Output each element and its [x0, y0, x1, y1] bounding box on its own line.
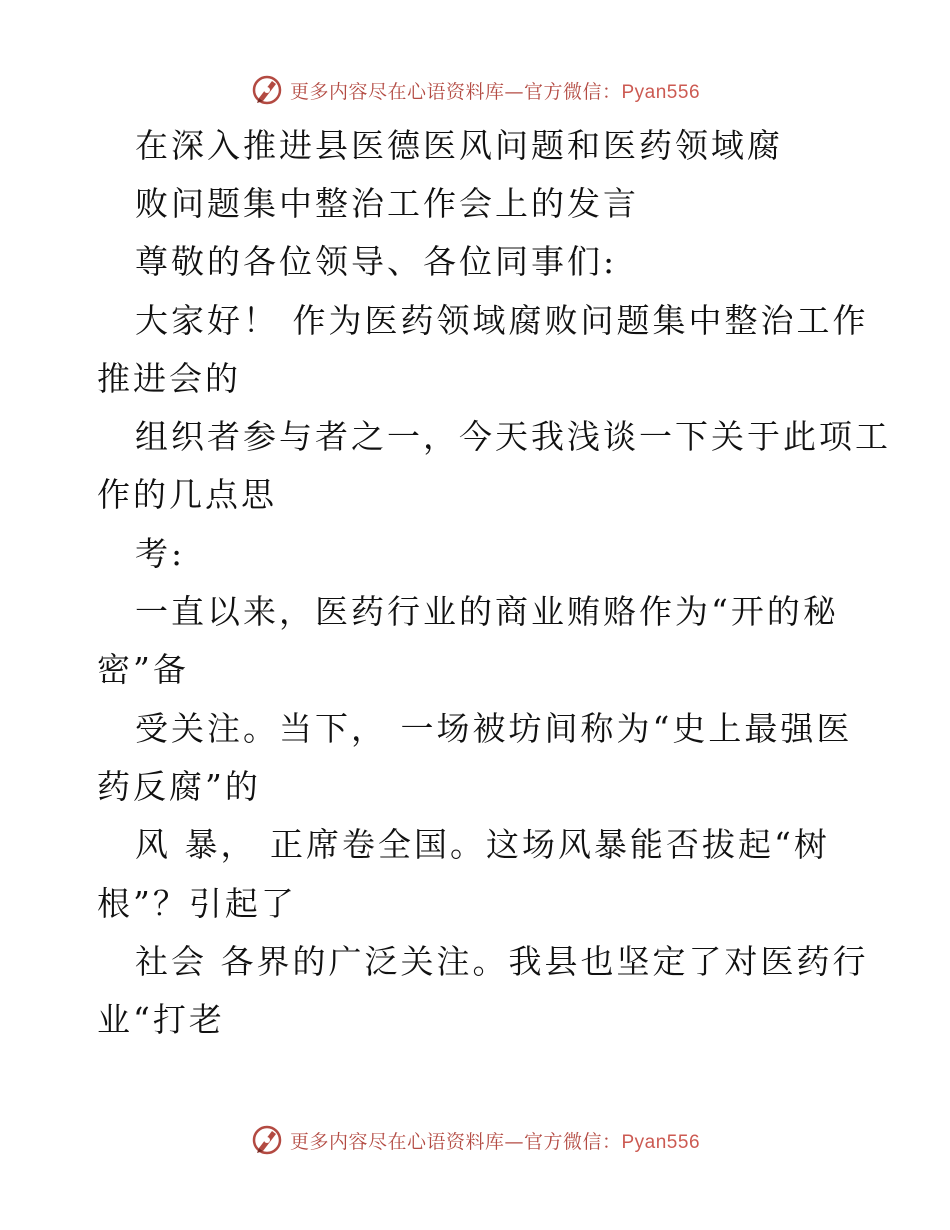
paragraph-line: 一直以来，医药行业的商业贿赂作为“开的秘	[135, 592, 839, 631]
paragraph-line: 业“打老	[97, 1000, 225, 1039]
watermark-text	[290, 1127, 700, 1154]
watermark-account: Pyan556	[621, 1131, 701, 1153]
title-line-1: 在深入推进县医德医风问题和医药领域腐	[135, 126, 783, 165]
paragraph-line: 密”备	[97, 650, 189, 689]
watermark-label: 更多内容尽在心语资料库—官方微信：	[289, 80, 622, 103]
watermark-label: 更多内容尽在心语资料库—官方微信：	[289, 1130, 622, 1153]
header-watermark	[0, 70, 950, 110]
paragraph-line: 风 暴， 正席卷全国。这场风暴能否拔起“树	[135, 825, 830, 864]
paragraph-line: 考:	[135, 534, 186, 573]
paragraph-line: 作的几点思	[97, 475, 277, 514]
paragraph-line: 社会 各界的广泛关注。我县也坚定了对医药行	[135, 942, 869, 981]
paragraph-line: 推进会的	[97, 359, 241, 398]
paragraph-line: 根”？引起了	[97, 884, 297, 923]
paragraph-line: 组织者参与者之一，今天我浅谈一下关于此项工	[135, 417, 891, 456]
watermark-text	[290, 77, 700, 104]
pen-logo-icon	[250, 73, 284, 107]
pen-logo-icon	[250, 1123, 284, 1157]
paragraph-line: 大家好！ 作为医药领域腐败问题集中整治工作	[135, 301, 869, 340]
paragraph-line: 受关注。当下， 一场被坊间称为“史上最强医	[135, 709, 853, 748]
footer-watermark	[0, 1120, 950, 1160]
title-line-2: 败问题集中整治工作会上的发言	[135, 184, 639, 223]
watermark-account: Pyan556	[621, 81, 701, 103]
salutation: 尊敬的各位领导、各位同事们:	[135, 242, 618, 281]
paragraph-line: 药反腐”的	[97, 767, 261, 806]
